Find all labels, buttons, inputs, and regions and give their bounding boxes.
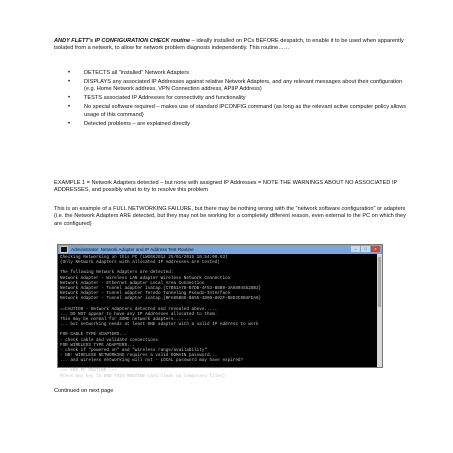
console-line: Network Adapter - Wireless LAN adapter Wireless Network Connection (60, 275, 231, 281)
bullet-icon: • (68, 70, 71, 76)
bullet-icon: • (68, 104, 71, 111)
console-line: Checking Networking on this PC (LWG662014 25/01/2015 10:54:00.63) (60, 255, 228, 260)
bullet-icon: • (68, 95, 71, 102)
list-item (54, 104, 409, 119)
example-description: This is an example of a FULL NETWORKING FAILURE, but there may be nothing wrong with the "network software configuration" or adapters (i.e. the Network Adapters ARE detected, but they may not be working for a completely different reason, even external to the PC on which they are configured) (54, 206, 406, 227)
console-line: Network Adapter - Ethernet adapter Local Area Connection (60, 280, 205, 286)
console-output (58, 254, 382, 380)
console-line: ... and wireless networking will not - LOCAL password may have expired? (60, 358, 244, 364)
list-item (54, 79, 409, 94)
feature-list (54, 70, 409, 130)
console-titlebar (58, 245, 382, 254)
console-line: - check if "powered on" and "wireless range/availability" (60, 347, 207, 353)
example-heading: EXAMPLE 1 = Network Adapters detected – but none with assigned IP Addresses = NOTE THE WARNINGS ABOUT NO ASSOCIATED IP ADDRESSES, and possibly what to try to resolve this problem (54, 180, 398, 194)
list-item (54, 70, 409, 77)
list-item (54, 121, 409, 128)
console-line: === END OF ROUTINE === (60, 368, 117, 374)
console-line: ... but networking needs at least ONE adapter with a valid IP Address to work (60, 322, 259, 328)
console-line: ... DO NOT appear to have any IP Addresses allocated to them. (60, 311, 218, 317)
maximize-icon: □ (361, 246, 370, 252)
console-line: Press any key to END THIS ROUTINE (and clean up temporary files) (60, 373, 226, 379)
console-line: The following Network Adapters are detected: (60, 270, 174, 276)
console-line: - NB: WIRELESS NETWORKING requires a valid DOMAIN password... (60, 352, 218, 358)
list-item-text: DETECTS all "installed" Network Adapters (84, 70, 190, 76)
console-line: FOR WIRELESS TYPE ADAPTERS... (60, 342, 135, 348)
intro-paragraph (54, 38, 409, 53)
intro-text: – ideally installed on PCs BEFORE despatch, to enable it to be used when apparently isolated from a network, to allow for network problem diagnosis independently. This routine…… (54, 38, 404, 52)
bullet-icon: • (68, 120, 71, 127)
console-line: ==CAUTION - Network Adapters detected and revealed above..... (60, 306, 218, 312)
minimize-icon: – (351, 246, 360, 252)
console-icon (60, 246, 68, 253)
console-window-screenshot (57, 244, 383, 379)
list-item-text: TESTS associated IP Addresses for connectivity and functionality (84, 95, 246, 102)
console-line: - check cable and validate connections (60, 337, 158, 343)
console-line: FOR CABLE TYPE ADAPTERS... (60, 332, 128, 338)
console-line: This may be normal for SOME network adapters....... (60, 316, 192, 322)
list-item-text: DISPLAYS any associated IP Addresses against relative Network Adapters, and any relevant messages about their configuration (e.g. Home Network address, VPN Connection address, APIIP Address) (84, 79, 403, 93)
console-line: Network Adapter - Tunnel adapter isatap.{C7B61A78-B7DB-4F53-B8B9-3A68045528B3} (60, 285, 262, 291)
window-controls (351, 246, 380, 252)
console-scrollbar (377, 254, 382, 367)
continued-note: Continued on next page (54, 388, 114, 394)
console-line: Network Adapter - Tunnel adapter Teredo Tunneling Pseudo-Interface (60, 291, 231, 297)
list-item-text: No special software required – makes use of standard IPCONFIG command (as long as the relevant active computer policy allows usage of this command) (84, 104, 407, 118)
routine-title: ANDY FLETT's IP CONFIGURATION CHECK routine (54, 38, 191, 44)
list-item (54, 95, 409, 102)
console-title: Administrator: Network Adapter and IP Address Test Routine (71, 247, 194, 252)
list-item-text: Detected problems – are explained directly (84, 120, 191, 127)
console-line: Network Adapter - Tunnel adapter isatap.{BFA85B65-B655-4899-892F-B8D3C9B4FEA0} (60, 296, 262, 302)
scrollbar-thumb (378, 257, 381, 307)
close-icon: x (371, 246, 380, 252)
console-line: (Only Network Adapters with allocated IP Addresses are tested) (60, 260, 220, 266)
bullet-icon: • (68, 79, 71, 85)
